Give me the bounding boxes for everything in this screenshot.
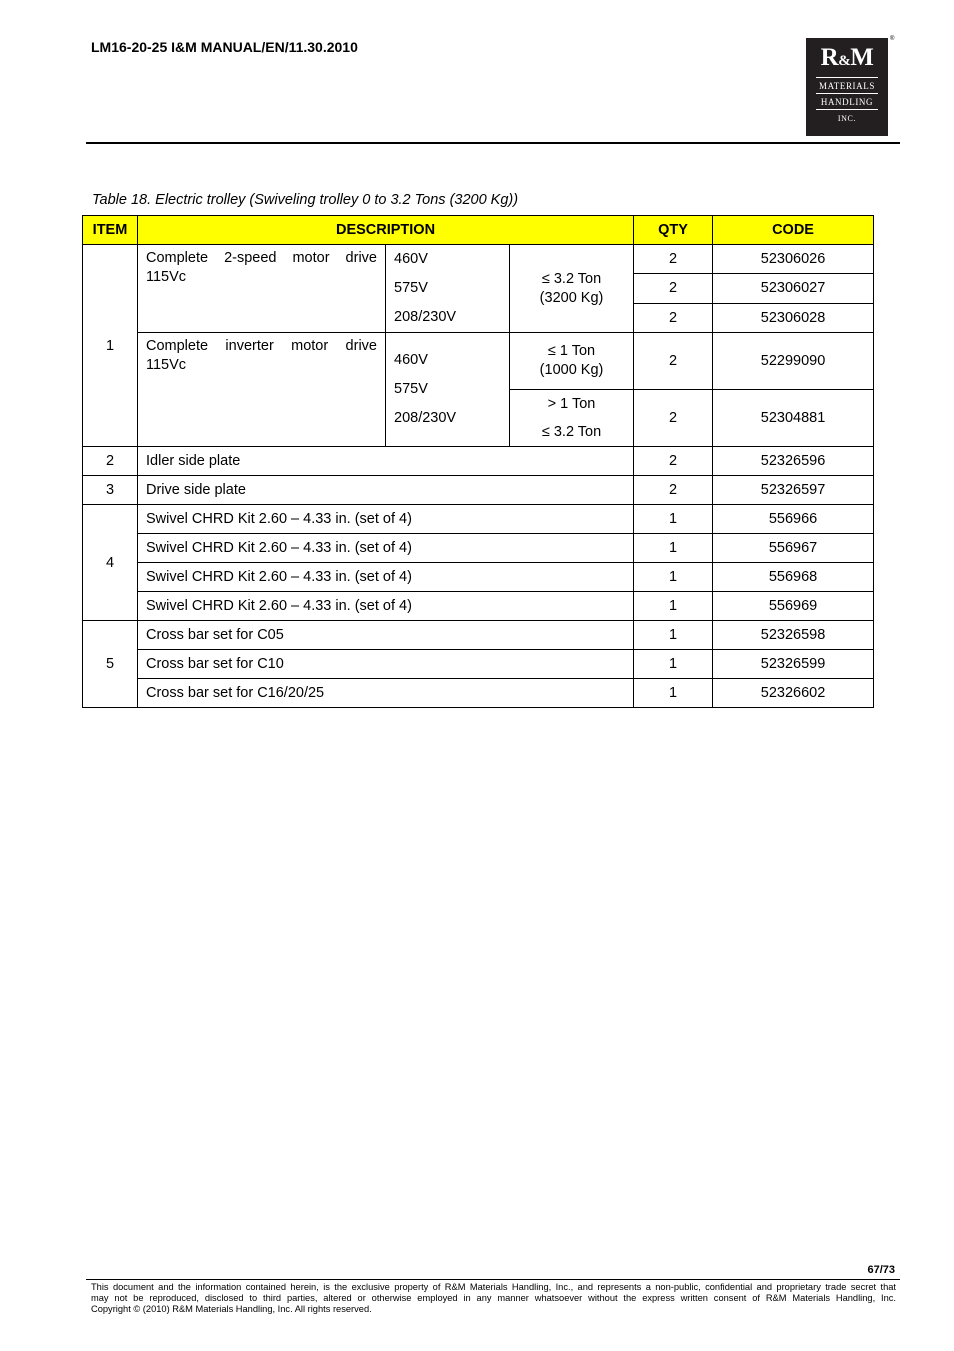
qty-cell: 1 [634, 563, 713, 592]
description-cell: Swivel CHRD Kit 2.60 – 4.33 in. (set of 4) [138, 534, 634, 563]
qty-cell: 1 [634, 505, 713, 534]
registered-mark: ® [890, 36, 895, 42]
table-row [83, 333, 874, 390]
header-divider [86, 142, 900, 144]
qty-cell: 2 [634, 245, 713, 274]
table-row [83, 679, 874, 708]
capacity-cell: > 1 Ton ≤ 3.2 Ton [510, 390, 634, 447]
header-qty: QTY [634, 216, 713, 245]
qty-cell: 1 [634, 534, 713, 563]
table-row [83, 621, 874, 650]
description-cell: Idler side plate [138, 447, 634, 476]
item-number: 5 [83, 621, 138, 708]
code-cell: 52304881 [713, 390, 874, 447]
description-cell: Complete 2-speed motor drive 115Vc [138, 245, 386, 333]
confidentiality-notice: This document and the information contained herein, is the exclusive property of R&M Materials Handling, Inc., and represents a non-public, confidential and proprietary trade secret that may not be reproduced, disclosed to third parties, altered or otherwise employed in any manner whatsoever without the express written consent of R&M Materials Handling, Inc. Copyright © (2010) R&M Materials Handling, Inc. All rights reserved. [91, 1282, 896, 1314]
table-row [83, 563, 874, 592]
qty-cell: 1 [634, 650, 713, 679]
item-number: 3 [83, 476, 138, 505]
code-cell: 556967 [713, 534, 874, 563]
description-cell: Swivel CHRD Kit 2.60 – 4.33 in. (set of 4) [138, 563, 634, 592]
code-cell: 52326599 [713, 650, 874, 679]
qty-cell: 2 [634, 333, 713, 390]
description-cell: Swivel CHRD Kit 2.60 – 4.33 in. (set of 4) [138, 505, 634, 534]
voltage-cell: 460V 575V 208/230V [386, 245, 510, 333]
document-id: LM16-20-25 I&M MANUAL/EN/11.30.2010 [91, 39, 358, 55]
item-number: 4 [83, 505, 138, 621]
code-cell: 556968 [713, 563, 874, 592]
table-row [83, 245, 874, 274]
table-header-row [83, 216, 874, 245]
item-number: 1 [83, 245, 138, 447]
qty-cell: 2 [634, 447, 713, 476]
header-description: DESCRIPTION [138, 216, 634, 245]
description-cell: Swivel CHRD Kit 2.60 – 4.33 in. (set of 4) [138, 592, 634, 621]
page-number: 67/73 [867, 1264, 895, 1276]
code-cell: 52306028 [713, 303, 874, 332]
footer-divider [86, 1279, 900, 1280]
description-cell: Cross bar set for C05 [138, 621, 634, 650]
qty-cell: 2 [634, 274, 713, 303]
header-item: ITEM [83, 216, 138, 245]
table-row [83, 534, 874, 563]
qty-cell: 1 [634, 592, 713, 621]
capacity-cell: ≤ 1 Ton (1000 Kg) [510, 333, 634, 390]
description-cell: Complete inverter motor drive 115Vc [138, 333, 386, 447]
description-cell: Cross bar set for C10 [138, 650, 634, 679]
code-cell: 556969 [713, 592, 874, 621]
qty-cell: 1 [634, 621, 713, 650]
voltage-cell: 460V 575V 208/230V [386, 333, 510, 447]
code-cell: 52326602 [713, 679, 874, 708]
item-number: 2 [83, 447, 138, 476]
table-caption: Table 18. Electric trolley (Swiveling trolley 0 to 3.2 Tons (3200 Kg)) [92, 192, 519, 208]
table-row [83, 447, 874, 476]
code-cell: 556966 [713, 505, 874, 534]
qty-cell: 2 [634, 303, 713, 332]
capacity-cell: ≤ 3.2 Ton (3200 Kg) [510, 245, 634, 333]
description-cell: Cross bar set for C16/20/25 [138, 679, 634, 708]
code-cell: 52306026 [713, 245, 874, 274]
table-row [83, 505, 874, 534]
description-cell: Drive side plate [138, 476, 634, 505]
qty-cell: 2 [634, 390, 713, 447]
parts-table [82, 215, 874, 708]
qty-cell: 2 [634, 476, 713, 505]
code-cell: 52299090 [713, 333, 874, 390]
table-row [83, 592, 874, 621]
code-cell: 52326598 [713, 621, 874, 650]
code-cell: 52326596 [713, 447, 874, 476]
code-cell: 52326597 [713, 476, 874, 505]
header-code: CODE [713, 216, 874, 245]
company-logo: R&M MATERIALS HANDLING INC. [806, 38, 888, 136]
qty-cell: 1 [634, 679, 713, 708]
table-row [83, 650, 874, 679]
table-row [83, 476, 874, 505]
code-cell: 52306027 [713, 274, 874, 303]
